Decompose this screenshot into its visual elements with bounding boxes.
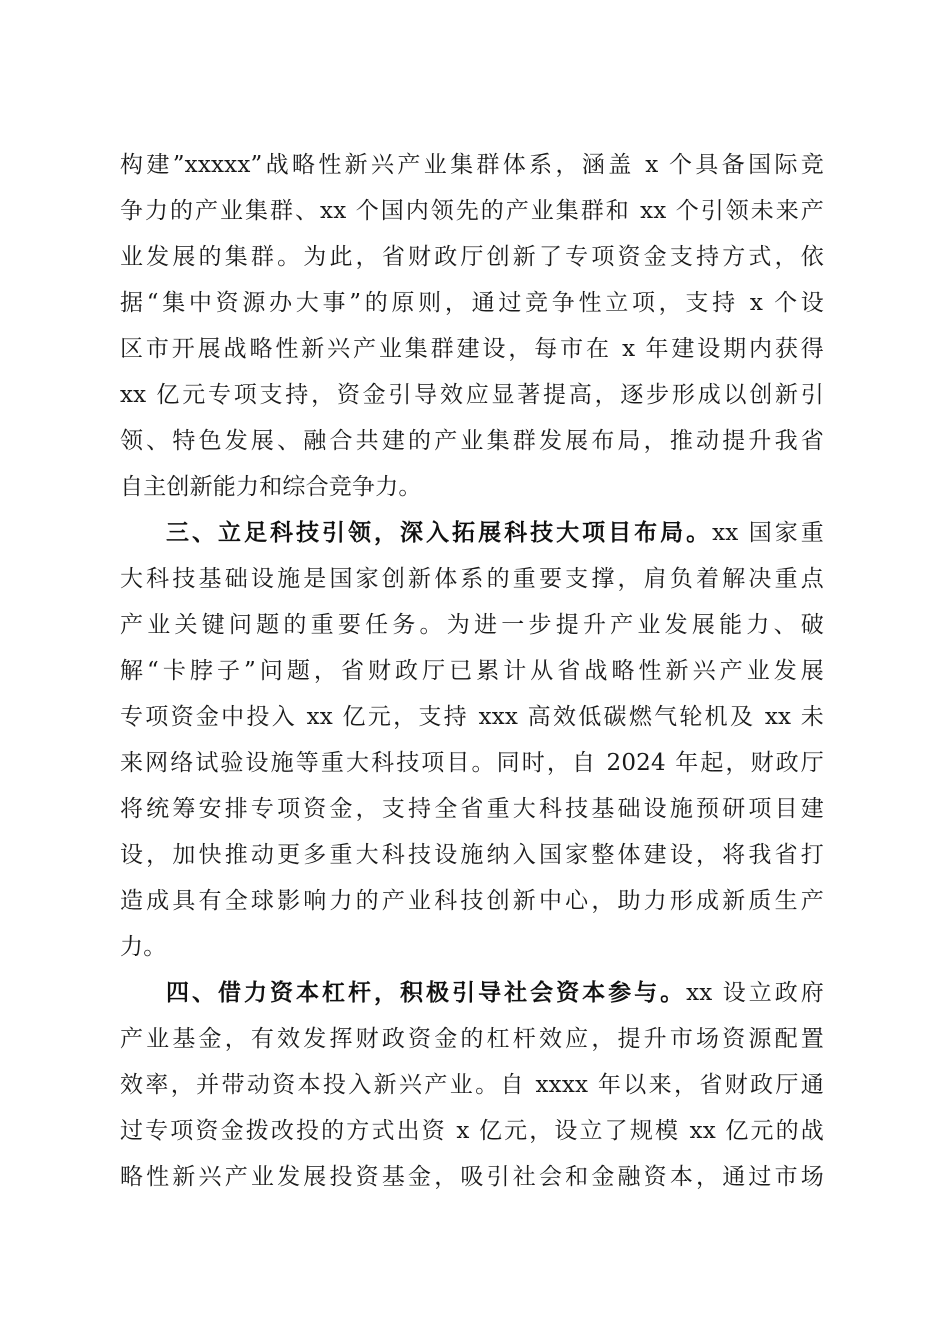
paragraph-1-line-8: 自主创新能力和综合竞争力。 xyxy=(120,474,422,500)
paragraph-2-line-8: 设，加快推动更多重大科技设施纳入国家整体建设，将我省打 xyxy=(120,842,824,868)
paragraph-3-first-line xyxy=(166,973,824,1013)
paragraph-2-first-line-rest: xx 国家重 xyxy=(712,520,824,546)
paragraph-2-line-6: 来网络试验设施等重大科技项目。同时，自 2024 年起，财政厅 xyxy=(120,750,824,776)
paragraph-1-line-4: 据“集中资源办大事”的原则，通过竞争性立项，支持 x 个设 xyxy=(120,290,824,316)
paragraph-2-first-line xyxy=(166,513,824,553)
paragraph-1-line-3: 业发展的集群。为此，省财政厅创新了专项资金支持方式，依 xyxy=(120,244,824,270)
section-heading-4: 四、借力资本杠杆，积极引导社会资本参与。 xyxy=(166,980,687,1006)
paragraph-3-line-3: 效率，并带动资本投入新兴产业。自 xxxx 年以来，省财政厅通 xyxy=(120,1072,824,1098)
paragraph-3-line-2: 产业基金，有效发挥财政资金的杠杆效应，提升市场资源配置 xyxy=(120,1026,824,1052)
paragraph-2-line-7: 将统筹安排专项资金，支持全省重大科技基础设施预研项目建 xyxy=(120,796,824,822)
paragraph-1-line-6: xx 亿元专项支持，资金引导效应显著提高，逐步形成以创新引 xyxy=(120,382,824,408)
paragraph-2-line-9: 造成具有全球影响力的产业科技创新中心，助力形成新质生产 xyxy=(120,888,824,914)
paragraph-1-line-2: 争力的产业集群、xx 个国内领先的产业集群和 xx 个引领未来产 xyxy=(120,198,824,224)
paragraph-2-line-10: 力。 xyxy=(120,934,167,960)
paragraph-3-line-4: 过专项资金拨改投的方式出资 x 亿元，设立了规模 xx 亿元的战 xyxy=(120,1118,824,1144)
paragraph-2-line-4: 解“卡脖子”问题，省财政厅已累计从省战略性新兴产业发展 xyxy=(120,658,824,684)
section-heading-3: 三、立足科技引领，深入拓展科技大项目布局。 xyxy=(166,520,713,546)
paragraph-2-line-2: 大科技基础设施是国家创新体系的重要支撑，肩负着解决重点 xyxy=(120,566,824,592)
paragraph-2-line-5: 专项资金中投入 xx 亿元，支持 xxx 高效低碳燃气轮机及 xx 未 xyxy=(120,704,824,730)
paragraph-1-line-7: 领、特色发展、融合共建的产业集群发展布局，推动提升我省 xyxy=(120,428,824,454)
paragraph-3-first-line-rest: xx 设立政府 xyxy=(686,980,825,1006)
paragraph-3-line-5: 略性新兴产业发展投资基金，吸引社会和金融资本，通过市场 xyxy=(120,1164,824,1190)
paragraph-1-line-5: 区市开展战略性新兴产业集群建设，每市在 x 年建设期内获得 xyxy=(120,336,824,362)
paragraph-1-line-1: 构建”xxxxx”战略性新兴产业集群体系，涵盖 x 个具备国际竞 xyxy=(120,152,824,178)
paragraph-2-line-3: 产业关键问题的重要任务。为进一步提升产业发展能力、破 xyxy=(120,612,824,638)
